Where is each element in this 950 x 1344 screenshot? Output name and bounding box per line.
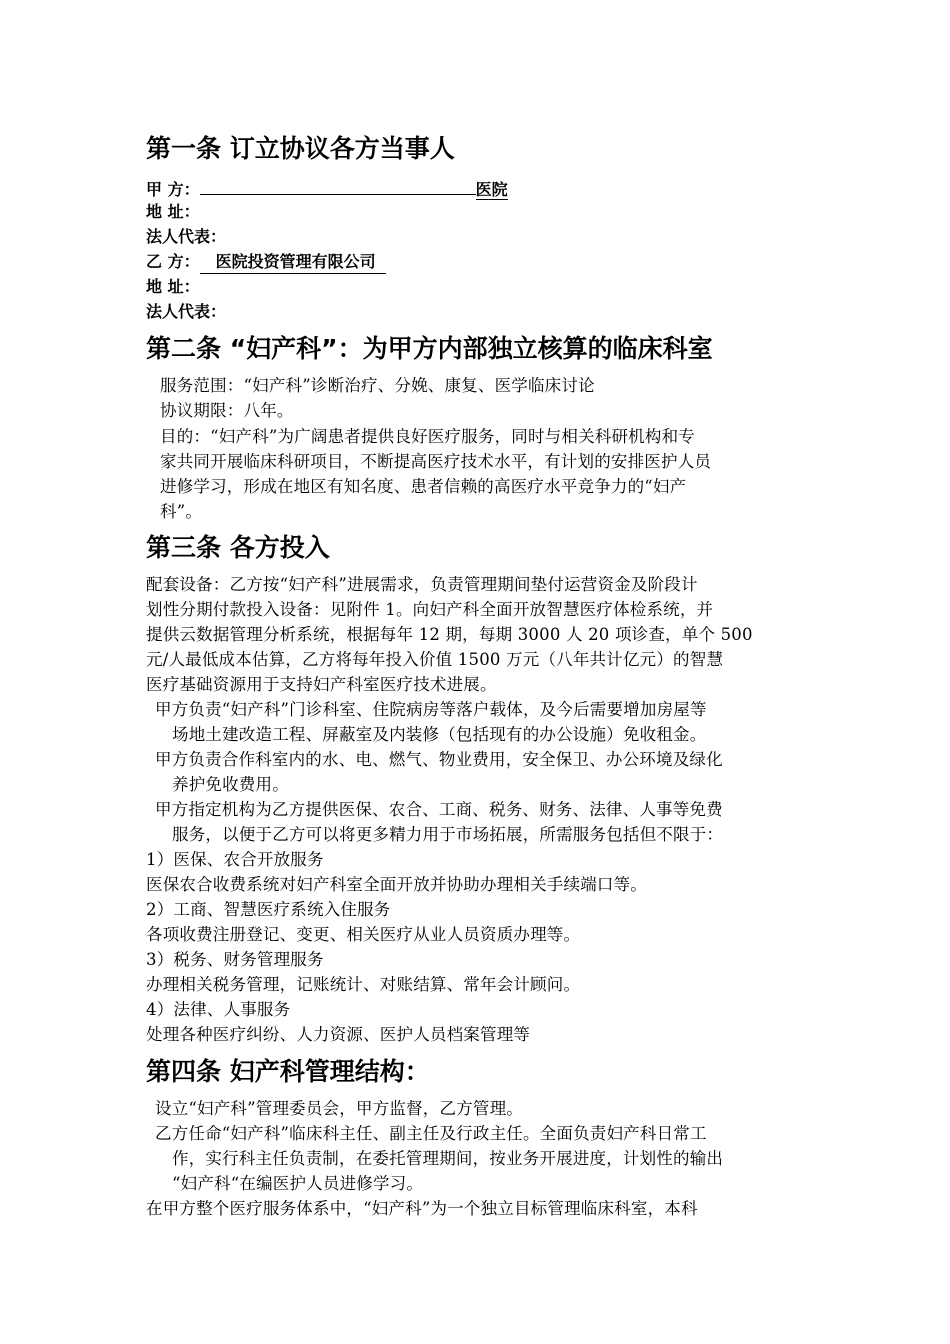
s3-line-18: 4）法律、人事服务 — [146, 1000, 291, 1019]
s3-line-5: 医疗基础资源用于支持妇产科室医疗技术进展。 — [146, 675, 497, 694]
party-b-rep-label: 法人代表： — [146, 302, 227, 321]
s2-purpose-line-2: 家共同开展临床科研项目，不断提高医疗技术水平，有计划的安排医护人员 — [160, 452, 712, 471]
s4-line-3: 作，实行科主任负责制，在委托管理期间，按业务开展进度，计划性的输出 — [172, 1149, 724, 1168]
party-a-address-label: 地 址： — [146, 202, 200, 221]
s4-line-5: 在甲方整个医疗服务体系中，“妇产科”为一个独立目标管理临床科室，本科 — [146, 1199, 698, 1218]
s4-line-4: “妇产科“在编医护人员进修学习。 — [172, 1174, 424, 1193]
party-b-name: 医院投资管理有限公司 — [200, 251, 386, 274]
party-a-suffix: 医院 — [475, 180, 508, 199]
s2-purpose-line-3: 进修学习，形成在地区有知名度、患者信赖的高医疗水平竞争力的“妇产 — [160, 477, 687, 496]
s3-line-8: 甲方负责合作科室内的水、电、燃气、物业费用，安全保卫、办公环境及绿化 — [155, 750, 723, 769]
s3-line-17: 办理相关税务管理，记账统计、对账结算、常年会计顾问。 — [146, 975, 581, 994]
s2-purpose-line-4: 科”。 — [160, 502, 203, 521]
s3-line-19: 处理各种医疗纠纷、人力资源、医护人员档案管理等 — [146, 1025, 531, 1044]
s3-line-7: 场地土建改造工程、屏蔽室及内装修（包括现有的办公设施）免收租金。 — [172, 725, 707, 744]
party-b-label: 乙 方： — [146, 252, 200, 271]
s2-scope: 服务范围：“妇产科”诊断治疗、分娩、康复、医学临床讨论 — [160, 376, 595, 395]
party-b-field — [146, 251, 386, 274]
party-b-address-label: 地 址： — [146, 277, 200, 296]
s3-line-11: 服务，以便于乙方可以将更多精力用于市场拓展，所需服务包括但不限于： — [172, 825, 724, 844]
s4-line-1: 设立“妇产科”管理委员会，甲方监督，乙方管理。 — [155, 1099, 523, 1118]
party-a-rep-label: 法人代表： — [146, 227, 227, 246]
section-3-title: 第三条 各方投入 — [146, 533, 330, 562]
party-a-blank — [200, 176, 476, 195]
s3-line-3: 提供云数据管理分析系统，根据每年 12 期，每期 3000 人 20 项诊查，单个 500 — [146, 625, 753, 644]
section-4-title: 第四条 妇产科管理结构： — [146, 1057, 430, 1086]
s3-line-15: 各项收费注册登记、变更、相关医疗从业人员资质办理等。 — [146, 925, 581, 944]
s3-line-14: 2）工商、智慧医疗系统入住服务 — [146, 900, 391, 919]
s2-term: 协议期限：八年。 — [160, 401, 294, 420]
s3-line-12: 1）医保、农合开放服务 — [146, 850, 324, 869]
s3-line-1: 配套设备：乙方按“妇产科”进展需求，负责管理期间垫付运营资金及阶段计 — [146, 575, 698, 594]
s3-line-4: 元/人最低成本估算，乙方将每年投入价值 1500 万元（八年共计亿元）的智慧 — [146, 650, 724, 669]
section-1-title: 第一条 订立协议各方当事人 — [146, 134, 455, 163]
s3-line-16: 3）税务、财务管理服务 — [146, 950, 324, 969]
s2-purpose-line-1: 目的：“妇产科”为广阔患者提供良好医疗服务，同时与相关科研机构和专 — [160, 427, 695, 446]
party-a-field — [146, 176, 508, 201]
s3-line-6: 甲方负责“妇产科”门诊科室、住院病房等落户载体，及今后需要增加房屋等 — [155, 700, 707, 719]
s3-line-10: 甲方指定机构为乙方提供医保、农合、工商、税务、财务、法律、人事等免费 — [155, 800, 723, 819]
s3-line-13: 医保农合收费系统对妇产科室全面开放并协助办理相关手续端口等。 — [146, 875, 647, 894]
party-a-label: 甲 方： — [146, 180, 200, 199]
s3-line-9: 养护免收费用。 — [172, 775, 289, 794]
s3-line-2: 划性分期付款投入设备：见附件 1。向妇产科全面开放智慧医疗体检系统，并 — [146, 600, 714, 619]
section-2-title: 第二条 “妇产科”：为甲方内部独立核算的临床科室 — [146, 334, 713, 363]
s4-line-2: 乙方任命“妇产科”临床科主任、副主任及行政主任。全面负责妇产科日常工 — [155, 1124, 707, 1143]
